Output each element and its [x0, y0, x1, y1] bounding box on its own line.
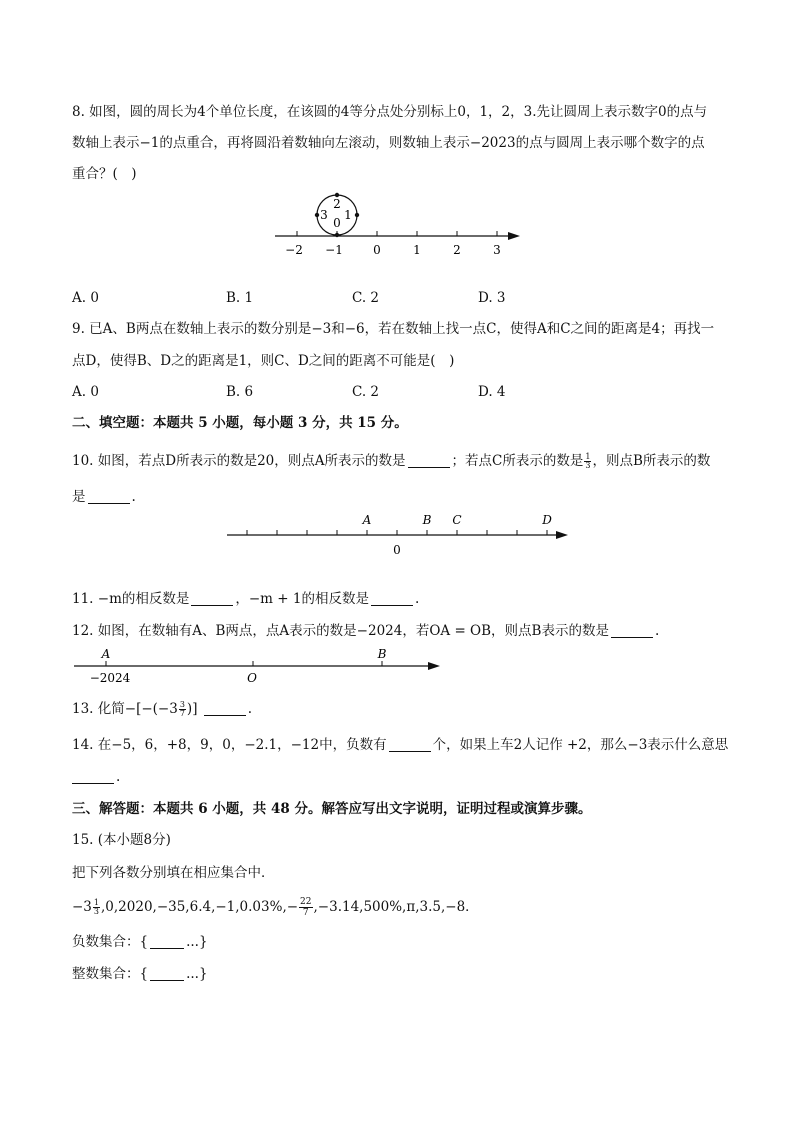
- section-2-heading: 二、填空题：本题共 5 小题，每小题 3 分，共 15 分。: [72, 415, 408, 431]
- q8-number-line-figure: [270, 188, 526, 260]
- q10-blank-1: [408, 453, 450, 468]
- q11-line: [72, 589, 419, 609]
- q14-blank-1: [389, 737, 431, 752]
- q15-fraction-1: [93, 899, 100, 916]
- section-3-heading: 三、解答题：本题共 6 小题，共 48 分。解答应写出文字说明，证明过程或演算步骤。: [72, 801, 592, 817]
- q12-line: [72, 621, 659, 641]
- q11-text-1: 11. −m的相反数是: [72, 591, 190, 607]
- q10-text-3: ，则点B所表示的数: [592, 453, 711, 469]
- q15-frac2-num: 22: [300, 897, 312, 907]
- q10-fraction: [584, 453, 591, 470]
- q8-option-c: C. 2: [352, 290, 380, 306]
- q10-number-line-figure: [222, 510, 574, 560]
- q15-numbers: [72, 897, 479, 918]
- q8-line2: 数轴上表示−1的点重合，再将圆沿着数轴向左滚动，则数轴上表示−2023的点与圆周上表示哪个数字的点: [72, 135, 705, 151]
- tick-label-3: 3: [493, 243, 501, 257]
- q12-label-b: B: [377, 647, 387, 661]
- circle-label-2: 2: [333, 197, 341, 211]
- q13-line: [72, 699, 252, 719]
- q15-neg-end: ...}: [186, 934, 208, 950]
- q15-integer-set: [72, 964, 208, 984]
- q10-text-2: ；若点C所表示的数是: [451, 453, 584, 469]
- q10-text-1: 10. 如图，若点D所表示的数是20，则点A所表示的数是: [72, 453, 406, 469]
- tick-label-2: 2: [453, 243, 461, 257]
- q14-line1: [72, 735, 728, 755]
- q15-int-blank: [150, 966, 184, 981]
- tick-label-0: 0: [373, 243, 381, 257]
- tick-label-neg1: −1: [325, 243, 343, 257]
- tick-label-neg2: −2: [285, 243, 303, 257]
- q12-label-a: A: [101, 647, 111, 661]
- q10-line2: [72, 487, 136, 507]
- circle-label-0: 0: [333, 216, 341, 230]
- q15-frac2-den: 7: [302, 908, 309, 918]
- q14-blank-2: [72, 769, 114, 784]
- q15-neg-label: 负数集合：{: [72, 934, 149, 950]
- q8-line3: 重合？( ): [72, 166, 137, 182]
- q10-label-a: A: [362, 513, 372, 527]
- q10-label-zero: 0: [393, 543, 401, 557]
- q15-num-post: ,−3.14,500%,π,3.5,−8．: [313, 899, 479, 915]
- q10-text-5: .: [131, 489, 136, 505]
- q15-int-end: ...}: [186, 966, 208, 982]
- q10-frac-num: 1: [585, 452, 591, 461]
- q13-blank: [204, 701, 246, 716]
- q14-text-1: 14. 在−5，6，+8，9，0，−2.1，−12中，负数有: [72, 737, 387, 753]
- q8-line1: 8. 如图，圆的周长为4个单位长度，在该圆的4等分点处分别标上0，1，2，3.先让圆周上表示数字0的点与: [72, 104, 708, 120]
- circle-label-3: 3: [320, 208, 328, 222]
- q13-frac-den: 7: [179, 709, 185, 718]
- q12-number-line-figure: [72, 644, 446, 686]
- tick-label-1: 1: [413, 243, 421, 257]
- q14-text-2: 个，如果上车2人记作 +2，那么−3表示什么意思: [432, 737, 729, 753]
- q9-option-b: B. 6: [226, 384, 254, 400]
- q13-fraction: [179, 701, 186, 718]
- q12-text-2: .: [654, 623, 660, 639]
- q8-option-a: A. 0: [72, 290, 99, 306]
- q10-label-c: C: [452, 513, 462, 527]
- q15-num-mid: ,0,2020,−35,6.4,−1,0.03%,−: [101, 899, 299, 915]
- q14-text-3: .: [116, 769, 121, 785]
- q8-option-d: D. 3: [478, 290, 506, 306]
- q12-text-1: 12. 如图，在数轴有A、B两点，点A表示的数是−2024，若OA = OB，则点B表示的数是: [72, 623, 609, 639]
- q15-fraction-2: [299, 897, 312, 918]
- q10-text-4: 是: [72, 489, 86, 505]
- q12-label-a-value: −2024: [89, 671, 131, 685]
- q15-negative-set: [72, 932, 208, 952]
- q15-title: 15. (本小题8分): [72, 832, 171, 848]
- q13-text-2: )]: [186, 701, 198, 717]
- q9-option-c: C. 2: [352, 384, 380, 400]
- q15-instruction: 把下列各数分别填在相应集合中．: [72, 865, 275, 881]
- q15-frac1-den: 3: [93, 907, 99, 916]
- q13-frac-num: 3: [179, 700, 185, 709]
- q10-frac-den: 3: [585, 461, 591, 470]
- q10-line1: [72, 451, 710, 471]
- q13-text-1: 13. 化简−[−(−3: [72, 701, 178, 717]
- q11-text-2: ，−m + 1的相反数是: [235, 591, 369, 607]
- q12-blank: [611, 623, 653, 638]
- q10-label-d: D: [542, 513, 552, 527]
- q15-frac1-num: 1: [93, 898, 99, 907]
- q11-blank-1: [191, 591, 233, 606]
- q10-blank-2: [88, 489, 130, 504]
- q15-int-label: 整数集合：{: [72, 966, 149, 982]
- q9-line2: 点D，使得B、D之的距离是1，则C、D之间的距离不可能是( ): [72, 353, 455, 369]
- q9-option-d: D. 4: [478, 384, 506, 400]
- q15-neg-blank: [150, 934, 184, 949]
- q11-text-3: .: [414, 591, 420, 607]
- q13-text-3: .: [247, 701, 253, 717]
- q9-option-a: A. 0: [72, 384, 99, 400]
- q15-num-pre: −3: [72, 899, 92, 915]
- q12-label-o: O: [247, 671, 257, 685]
- q14-line2: [72, 767, 120, 787]
- q10-label-b: B: [422, 513, 432, 527]
- q9-line1: 9. 已A、B两点在数轴上表示的数分别是−3和−6，若在数轴上找一点C，使得A和C之间的距离是4；再找一: [72, 321, 715, 337]
- q11-blank-2: [371, 591, 413, 606]
- q8-option-b: B. 1: [226, 290, 254, 306]
- circle-label-1: 1: [344, 208, 352, 222]
